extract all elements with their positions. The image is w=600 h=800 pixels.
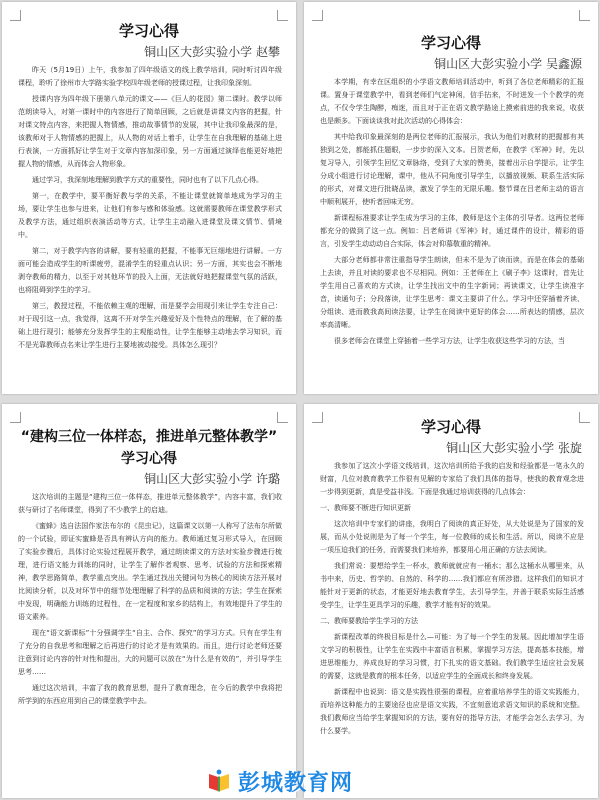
- colored-book-logo-icon: [206, 768, 232, 794]
- author-byline: 铜山区大彭实验小学 许璐: [144, 472, 280, 486]
- site-watermark: [206, 764, 416, 798]
- section-heading: 二、教师要教给学生学习的方法: [320, 617, 418, 625]
- page-corner-mark: [277, 412, 288, 423]
- paragraph: 新课程中也说到：语文是实践性很强的课程，应着重培养学生的语文实践能力，而培养这种能力的主要途径也应是语文实践，不宜刻意追求语文知识的系统和完整。我们教师应当给学生掌握知识的方法，要有好的指导方法，才能学会怎么去学习，为什么要学。: [320, 688, 584, 735]
- page-title: 学习心得: [420, 34, 481, 52]
- page-corner-mark: [10, 10, 21, 21]
- paragraph: 这次培训中专家们的讲座，我明白了阅读的真正好处，从大处说是为了国家的发展，而从小处说则是为了每一个学生，每一位教师的成长和生活。所以，阅读不应是一项压迫我们的任务，而需要我们来培养，都要用心用正确的方法去阅读。: [320, 520, 584, 554]
- paragraph: 大部分老师都非常注重指导学生朗读，但未不是为了读而读，而是在体会的基础上去读，并且对读的要求也不尽相同。例如：王老师在上《刷子李》这课时，首先让学生用自己喜欢的方式读，让学生找出文中的生字新词；再读课文，让学生读准字音，读通句子；分段落读，让学生思考：课文主要讲了什么。学习中还穿插着齐读、分组读、进而教我高间读法要，让学生在阅读中更好的体会……所表达的情感，层次率高清晰。: [320, 256, 584, 329]
- paragraph: 很多老师会在课堂上穿插着一些学习方法，让学生收获这些学习的方法，当: [334, 337, 565, 345]
- page-body: [2, 491, 296, 708]
- paragraph: 现在“语文新课标”十分强调学生“自主、合作、探究”的学习方式。只有在学生有了充分的自我思考和理解之后再进行的讨论才是有效果的。而且，进行讨论老师还要注意到讨论内容的针对性和提出，大的问题可以放在“为什么是有效的”，并引导学生思考……: [18, 629, 282, 676]
- paragraph: 昨天（5月19日）上午，我参加了四年级语文的线上教学培训，同时听讨四年级课程，聆听了徐州市大学路实验学校四年级老师的授课过程，让我印象深刻。: [18, 66, 282, 87]
- author-byline: 铜山区大彭实验小学 张旋: [446, 441, 582, 455]
- page-title: “建构三位一体样态，推进单元整体教学”: [20, 429, 278, 445]
- paragraph: 第三，教授过程，不能依赖主观的理解，而是要学会用现引来让学生专注自己：对于现引这一点，我觉得，这离不开对学生兴趣爱好及个性特点的理解，在了解的基础上进行现引；能够充分发挥学生的主观能动性，让学生能够主动地去学习知识，而不是光靠教师点名来让学生进行主要地被动接受。具体怎么现引？: [18, 302, 282, 349]
- paragraph: 通过这次培训，丰富了我的教育思想，提升了教育理念，在今后的教学中我将把所学到的东西应用到自己的课堂教学中去。: [18, 684, 282, 705]
- page-body: [304, 76, 598, 348]
- document-page-4: [304, 404, 598, 798]
- page-corner-mark: [579, 412, 590, 423]
- paragraph: 新课程标准要求让学生成为学习的主体，教师是这个主体的引导者。这两位老师都充分的做到了这一点。例如：吕老师讲《军神》时，通过课件的设计，精彩的语言，引发学生动动动自合实际，体会对仰慕敬重的精神。: [320, 214, 584, 248]
- page-corner-mark: [312, 412, 323, 423]
- document-page-2: [304, 2, 598, 394]
- paragraph: 这次培训的主题是“建构三位一体样态，推进单元整体教学”，内容丰富，我们收获与研讨了名师课堂，得到了不少教学上的启迪。: [18, 493, 282, 514]
- paragraph: 《蜜蜂》选自法国作家法布尔的《昆虫记》，这篇课文以第一人称写了法布尔所做的一个试验，即证实蜜蜂是否具有辨认方向的能力。教师通过复习形式导入，在回顾了实验步骤后，具体讨论实验过程展开教学，通过朗读课文的方法对实验步骤进行梳理，进行语文能力训练的同时，让学生了解作者观察、思考、试验的方法和探索精神，教学思路简单，教学重点突出。学生通过找出关键词句为核心的阅读方法开展对比阅读分析，以及对环节中的细节处理理解了科学的品质和阅读的方法；学生在探索中发现，明确能力训练的过程性，在一定程度和家乡的结构上，有效地提升了学生的语文素养。: [18, 522, 282, 621]
- paragraph: 第一，在教学中，要平衡好教与学的关系，不能让课堂就简单地成为学习的主场，要让学生也参与进来，让他们有参与感和体验感。这就需要教师在课堂教学形式及教学方法，通过组织表演活动等方式，让学生主动融入进课堂及课文情节、情境中。: [18, 192, 282, 239]
- page-corner-mark: [579, 10, 590, 21]
- author-byline: 铜山区大彭实验小学 赵攀: [144, 45, 280, 59]
- page-body: [2, 64, 296, 352]
- page-title: 学习心得: [118, 22, 179, 40]
- document-page-3: [2, 404, 296, 798]
- page-corner-mark: [277, 10, 288, 21]
- page-corner-mark: [312, 10, 323, 21]
- page-corner-mark: [10, 412, 21, 423]
- paragraph: 本学期，有幸在区组织的小学语文教师培训活动中，听到了各位老师精彩的汇报课。置身于课堂教学中，看到老师们气定神闲，信手拈来，不时迸发一个个教学的亮点，不仅令学生陶醉，痴迷，而且对于正在语文教学路途上摸索前进的我来说，收获也是颇多。下面谈谈我对此次活动的心得体会：: [320, 78, 584, 125]
- page-body: [304, 460, 598, 738]
- paragraph: 第二，对于教学内容的讲解，要有轻重的把握，不能事无巨细地进行讲解。一方面可能会造成学生的听课疲劳，混淆学生的轻重点认识；另一方面，其实也会不断地剥夺教师的精力，以至于对其他环节的投入上面，无法就好地把握课堂气氛的活跃，也将阻碍到学生的学习。: [18, 247, 282, 294]
- paragraph: 其中给我印象最深刻的是两位老师的汇报展示，我认为他们对教材的把握都有其独到之处，都能抓住题眼，一步步的深入文本。吕贺老师，在教学《军神》时，先以复习导入，引领学生回忆文章脉络，受到了大家的赞美，接着出示自学提示，让学生分成小组进行讨论理解，课中，他从不同角度引导学生，以播放视频、联系生活实际的形式，对课文进行批晓品读，激发了学生的无限乐趣。整节课在吕老师主动的语言中顺利展开，使听者回味无穷。: [320, 133, 584, 206]
- document-page-1: [2, 2, 296, 394]
- watermark-text: 彭城教育网: [238, 770, 354, 796]
- page-title: 学习心得: [420, 418, 481, 436]
- paragraph: 新课程改革的终极目标是什么—可能：为了每一个学生的发展。因此增加学生语文学习的积极性，让学生在实践中丰富语言积累，掌握学习方法，提高基本技能，增进思维能力，养成良好的学习习惯，打下扎实的语文基础。我们教学生适应社会发展的需要，这就是教育的根本任务，以适应学生的全面成长和终身发展。: [320, 633, 584, 680]
- paragraph: 我们常说：要想给学生一杯水，教师就就应有一桶水；那么这桶水从哪里来，从书中来，历史、哲学的、自然的、科学的……我们都应有所涉猎。这样我们的知识才能针对于更新的状态，才能更好地去教育学生，去引导学生，并善于联系实际生活感受学生，让学生更具学习的乐趣，教学才能有好的效果。: [320, 562, 584, 609]
- paragraph: 通过学习，我深刻地理解到教学方式的重要性，同时也有了以下几点心得。: [32, 176, 263, 184]
- paragraph: 我参加了这次小学语文线培训，这次培训所给予我的启发和经验都是一笔永久的财富，几位对教育教学工作很有见解的专家给了我们具体的指导，使我的教育观念进一步得到更新，真是受益非浅。下面是我通过培训获得的几点体会：: [320, 462, 584, 496]
- page-subtitle: 学习心得: [121, 451, 177, 467]
- author-byline: 铜山区大彭实验小学 吴鑫源: [434, 57, 582, 71]
- paragraph: 授课内容为四年级下册第八单元的课文——《巨人的花园》第二课时。教学以师范朗读导入，对第一课时中的内容进行了简单回顾，之后就是讲课文内容的把握，针对课文特点内容，来把握人物情感，推动故事情节的发展，其中让我印象最深的是，该教师对于人物情感的把握上，从人物的对话上着手，让学生在自我理解的基础上进行表演，一方面抓好让学生对于文章内容加深印象，另一方面通过演绎也能更好地把握人物的情感，从而体会人物形象。: [18, 95, 282, 168]
- section-heading: 一、教师要不断进行知识更新: [320, 504, 411, 512]
